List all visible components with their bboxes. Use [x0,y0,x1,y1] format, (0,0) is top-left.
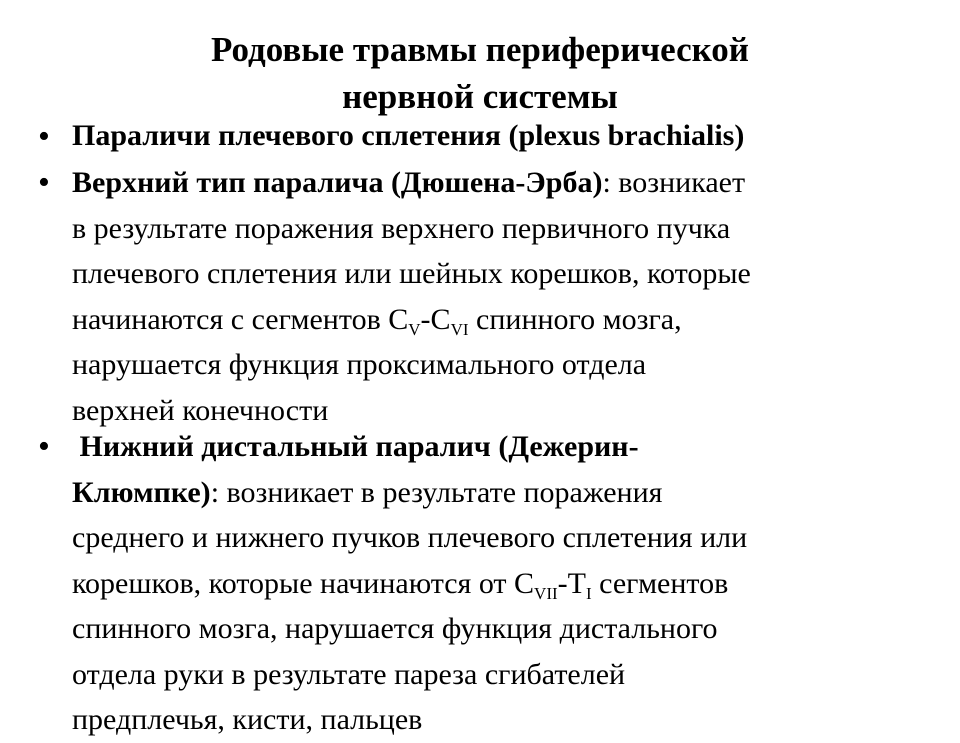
item-text: спинного мозга, [468,302,682,336]
segment-subscript: I [585,583,592,603]
item-text: нарушается функция проксимального отдела [72,348,647,381]
item-text: корешков, которые начинаются от [72,566,515,600]
bullet-marker: • [38,428,50,465]
segment-letter: C [430,302,451,336]
segment-dash: - [420,302,431,336]
bullet-item-upper-paralysis [72,160,932,433]
title-line-2: нервной системы [342,77,618,116]
segment-letter: T [567,566,586,600]
item-text: верхней конечности [72,393,329,427]
segment-subscript: VII [534,583,558,603]
item-text: спинного мозга, нарушается функция дистального [72,612,718,645]
bullet-item-lower-paralysis [72,424,932,743]
item-text: в результате поражения верхнего первичного пучка [72,211,731,245]
item-text: : возникает в результате поражения [210,475,663,509]
segment-letter: C [388,302,409,336]
item-text: предплечья, кисти, пальцев [72,703,423,736]
segment-letter: C [514,566,535,600]
item-heading: Верхний тип паралича (Дюшена-Эрба) [72,166,603,199]
item-text: : возникает [602,166,746,199]
bullet-marker: • [38,164,50,201]
segment-dash: - [557,566,568,600]
item-text: плечевого сплетения или шейных корешков, которые [72,257,751,290]
item-text: отдела руки в результате пареза сгибателей [72,657,626,691]
title-line-1: Родовые травмы периферической [211,30,749,69]
item-heading: Клюмпке) [72,475,211,509]
item-heading: Нижний дистальный паралич (Дежерин- [72,430,639,463]
item-text: среднего и нижнего пучков плечевого сплетения или [72,521,748,554]
item-text: сегментов [591,566,729,600]
segment-subscript: VI [450,319,469,339]
bullet-item-plexus-paralysis [72,113,932,159]
bullet-marker: • [38,118,50,155]
item-heading: Параличи плечевого сплетения (plexus brachialis) [72,119,745,152]
segment-subscript: V [408,319,421,339]
item-text: начинаются с сегментов [72,302,389,336]
